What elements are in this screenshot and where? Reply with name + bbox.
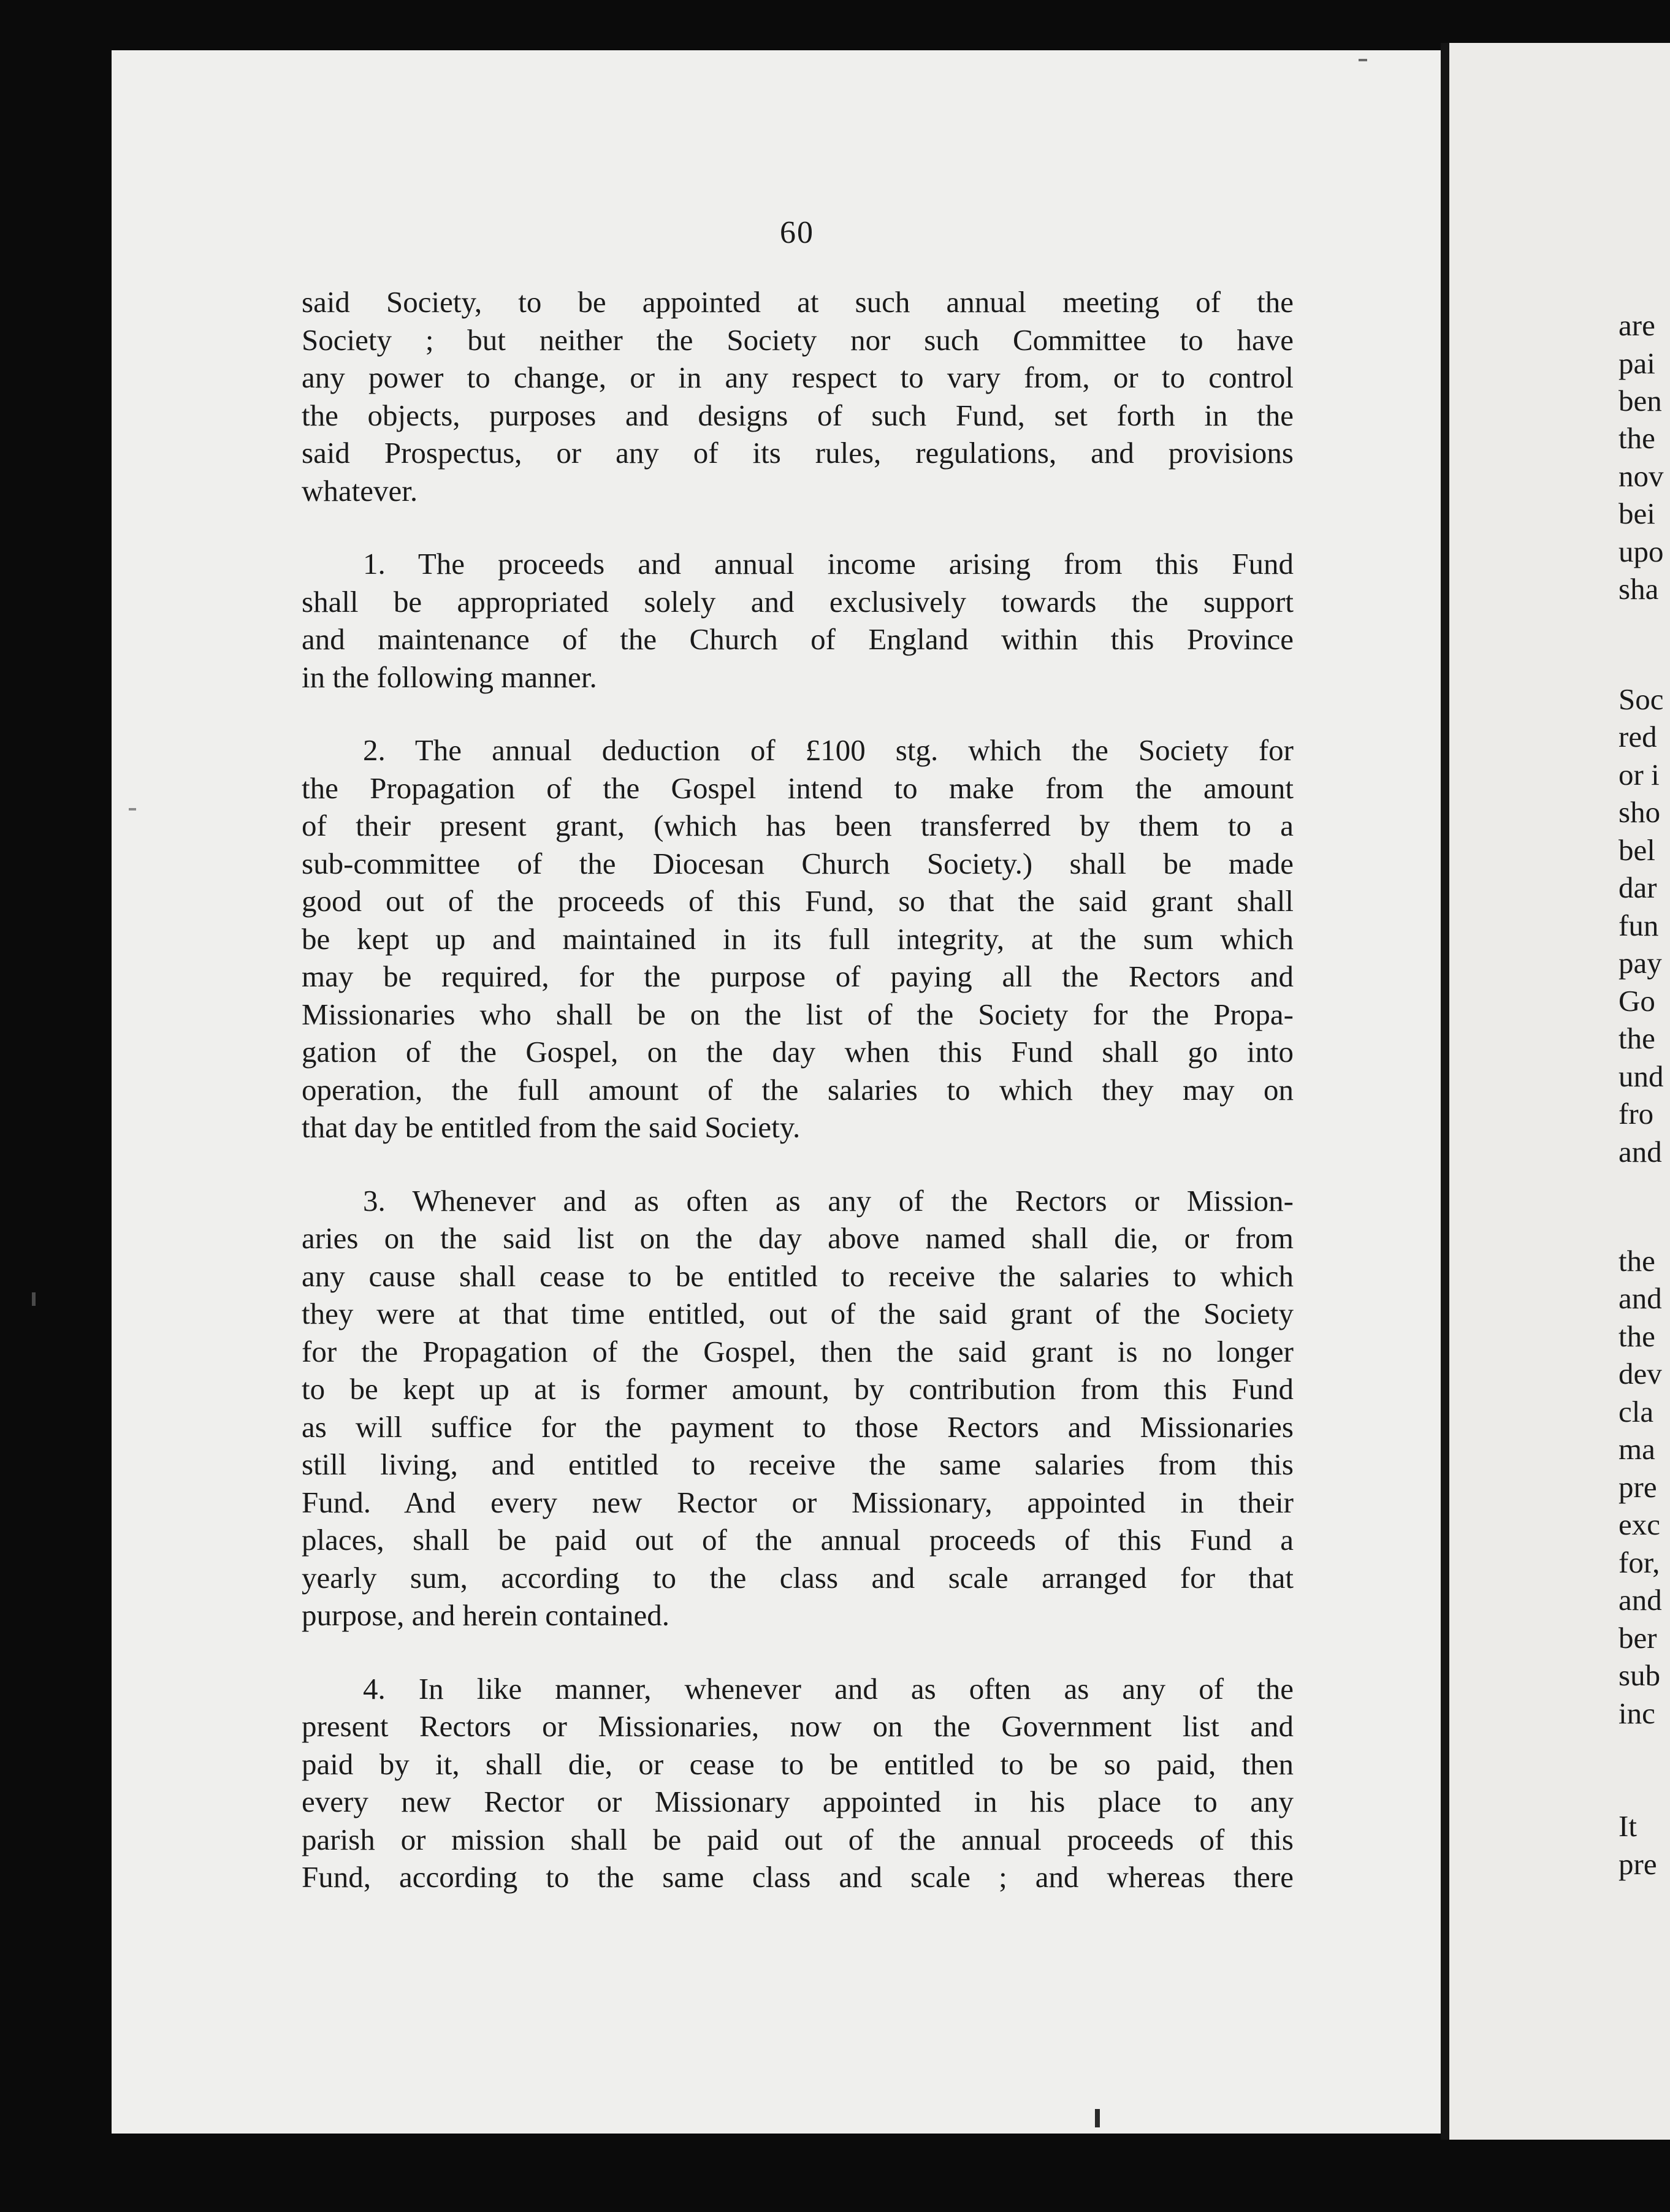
scan-speck [129, 808, 136, 810]
text-line: in the following manner. [302, 660, 597, 694]
scan-speck [1359, 59, 1367, 61]
text-line: 1. The proceeds and annual income arising from this Fund [363, 547, 1294, 581]
fragment: It [1619, 1809, 1637, 1843]
text-line: every new Rector or Missionary appointed in his place to any [302, 1785, 1294, 1818]
paragraph-clause-1-cont [302, 583, 1294, 696]
fragment: sho [1619, 795, 1661, 829]
fragment: upo [1619, 535, 1664, 568]
fragment: sub [1619, 1658, 1661, 1692]
fragment: Go [1619, 984, 1655, 1018]
text-line: parish or mission shall be paid out of the annual proceeds of this [302, 1822, 1294, 1856]
paragraph-clause-1 [302, 545, 1294, 583]
fragment: und [1619, 1059, 1664, 1093]
text-line: paid by it, shall die, or cease to be entitled to be so paid, then [302, 1747, 1294, 1781]
text-line: 3. Whenever and as often as any of the Rectors or Mission- [363, 1183, 1294, 1218]
paragraph-gap [302, 1146, 1294, 1182]
text-line: places, shall be paid out of the annual proceeds of this Fund a [302, 1523, 1294, 1557]
paragraph-clause-3 [302, 1182, 1294, 1220]
paragraph-gap [302, 509, 1294, 545]
text-line: gation of the Gospel, on the day when this Fund shall go into [302, 1035, 1294, 1069]
fragment: bei [1619, 497, 1655, 530]
fragment: pre [1619, 1847, 1657, 1881]
fragment: and [1619, 1583, 1662, 1617]
text-line: good out of the proceeds of this Fund, so that the said grant shall [302, 884, 1294, 918]
fragment: and [1619, 1281, 1662, 1315]
page-body [302, 283, 1294, 1896]
paragraph-clause-4 [302, 1670, 1294, 1708]
text-line: as will suffice for the payment to those Rectors and Missionaries [302, 1409, 1294, 1444]
fragment: fro [1619, 1097, 1654, 1131]
text-line: of their present grant, (which has been transferred by them to a [302, 809, 1294, 842]
fragment: Soc [1619, 682, 1664, 716]
paragraph-gap [302, 696, 1294, 731]
text-line: operation, the full amount of the salaries to which they may on [302, 1072, 1294, 1107]
text-line: to be kept up at is former amount, by contribution from this Fund [302, 1372, 1294, 1406]
text-line: they were at that time entitled, out of the said grant of the Society [302, 1297, 1294, 1330]
text-line: Missionaries who shall be on the list of the Society for the Propa- [302, 997, 1294, 1031]
text-line: Society ; but neither the Society nor such Committee to have [302, 322, 1294, 357]
text-line: any cause shall cease to be entitled to receive the salaries to which [302, 1259, 1294, 1293]
fragment: the [1619, 1021, 1655, 1055]
fragment: ber [1619, 1621, 1657, 1655]
text-line: said Society, to be appointed at such annual meeting of the [302, 285, 1294, 319]
fragment: are [1619, 308, 1655, 342]
fragment: dar [1619, 871, 1657, 904]
paragraph-clause-2-cont [302, 769, 1294, 1146]
fragment: exc [1619, 1508, 1660, 1541]
fragment: red [1619, 720, 1657, 753]
fragment: the [1619, 1244, 1655, 1278]
fragment: dev [1619, 1357, 1662, 1390]
text-line: any power to change, or in any respect to vary from, or to control [302, 360, 1294, 394]
paragraph-gap [302, 1634, 1294, 1670]
text-line: shall be appropriated solely and exclusively towards the support [302, 584, 1294, 619]
text-line: Fund. And every new Rector or Missionary, appointed in their [302, 1485, 1294, 1519]
text-line: sub-committee of the Diocesan Church Society.) shall be made [302, 846, 1294, 880]
fragment: ma [1619, 1432, 1655, 1466]
fragment: inc [1619, 1696, 1655, 1730]
fragment: the [1619, 421, 1655, 455]
paragraph-clause-4-cont [302, 1707, 1294, 1896]
fragment: pre [1619, 1470, 1657, 1504]
fragment: cla [1619, 1395, 1654, 1428]
fragment: or i [1619, 758, 1660, 791]
text-line: yearly sum, according to the class and scale arranged for that [302, 1560, 1294, 1595]
fragment: for, [1619, 1546, 1660, 1579]
scan-speck [1095, 2109, 1100, 2127]
fragment: bel [1619, 833, 1655, 867]
text-line: said Prospectus, or any of its rules, regulations, and provisions [302, 436, 1294, 470]
text-line: 2. The annual deduction of £100 stg. which the Society for [363, 733, 1294, 767]
fragment: sha [1619, 572, 1659, 606]
text-line: still living, and entitled to receive the same salaries from this [302, 1447, 1294, 1481]
fragment: fun [1619, 909, 1659, 942]
text-line: the objects, purposes and designs of such Fund, set forth in the [302, 398, 1294, 432]
text-line: may be required, for the purpose of paying all the Rectors and [302, 959, 1294, 993]
text-line: be kept up and maintained in its full integrity, at the sum which [302, 921, 1294, 956]
paragraph-preamble [302, 283, 1294, 509]
fragment: the [1619, 1319, 1655, 1353]
fragment: ben [1619, 384, 1662, 418]
text-line: aries on the said list on the day above named shall die, or from [302, 1221, 1294, 1255]
text-line: and maintenance of the Church of England within this Province [302, 622, 1294, 656]
fragment: pay [1619, 946, 1662, 980]
fragment: pai [1619, 346, 1655, 380]
paragraph-clause-2 [302, 731, 1294, 769]
fragment: and [1619, 1135, 1662, 1169]
book-gutter [1441, 43, 1449, 2140]
text-line: Fund, according to the same class and scale ; and whereas there [302, 1860, 1294, 1894]
text-line: purpose, and herein contained. [302, 1598, 670, 1632]
page-number: 60 [780, 215, 814, 250]
text-line: present Rectors or Missionaries, now on the Government list and [302, 1709, 1294, 1743]
scan-speck [32, 1292, 36, 1306]
text-line: 4. In like manner, whenever and as often as any of the [363, 1671, 1294, 1706]
text-line: for the Propagation of the Gospel, then the said grant is no longer [302, 1334, 1294, 1368]
paragraph-clause-3-cont [302, 1219, 1294, 1634]
text-line: whatever. [302, 473, 418, 508]
text-line: that day be entitled from the said Society. [302, 1110, 801, 1144]
text-line: the Propagation of the Gospel intend to make from the amount [302, 771, 1294, 805]
fragment: nov [1619, 459, 1664, 493]
